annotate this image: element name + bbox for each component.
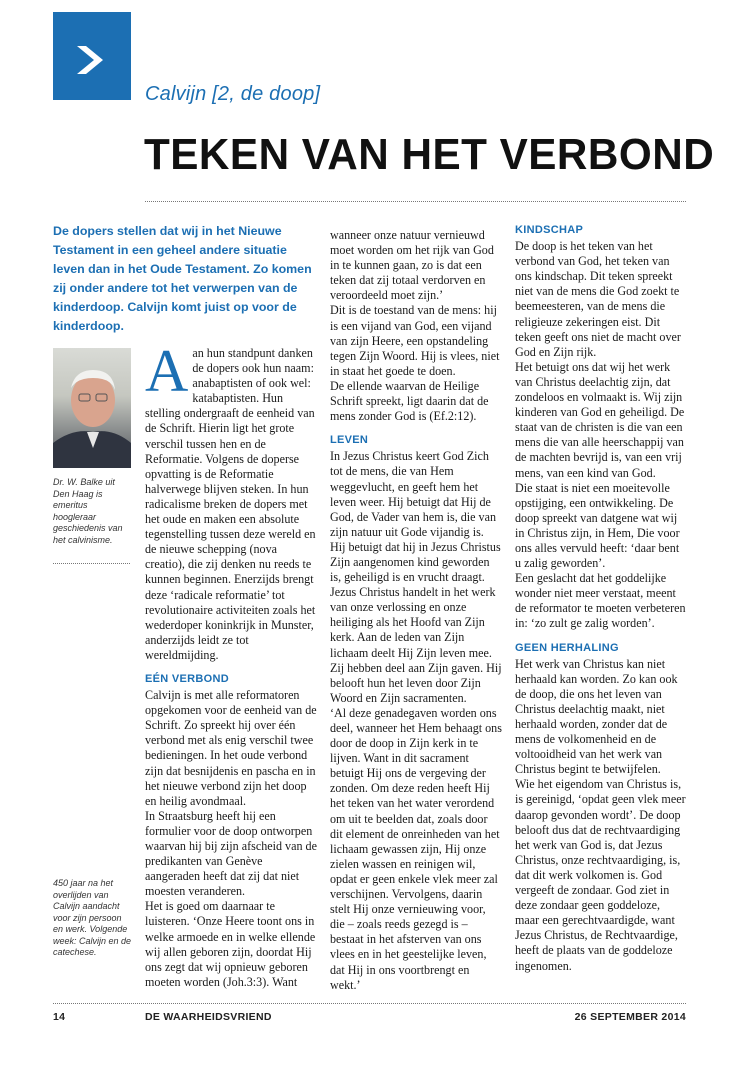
paragraph: In Straatsburg heeft hij een formulier voor de doop ontworpen waarvan hij bij zijn afscheid van de predikanten van Genève aangeraden heeft dat zij dat niet moesten veranderen.	[145, 808, 317, 899]
paragraph: Calvijn is met alle reformatoren opgekomen voor de eenheid van de Schrift. Zo spreekt hij over één verbond met als enig verschil twee bedieningen. In het oude verbond zijn dat besnijdenis en pascha en in het nieuwe verbond zijn het doop en heilig avondmaal.	[145, 688, 317, 808]
page-number: 14	[53, 1011, 66, 1023]
subheading-leven: LEVEN	[330, 434, 369, 447]
chevron-right-icon	[53, 12, 131, 100]
series-note: 450 jaar na het overlijden van Calvijn aandacht voor zijn persoon en werk. Volgende week: Calvijn en de catechese.	[53, 878, 132, 957]
paragraph: Het werk van Christus kan niet herhaald kan worden. Zo kan ook de doop, die ons het leven van Christus deelachtig maakt, niet herhaald worden, zonder dat de mens de volkomenheid en de voltooidheid van het werk van Christus begint te betwijfelen.	[515, 656, 678, 777]
paragraph: Wie het eigendom van Christus is, is gereinigd, ‘opdat geen vlek meer daarop gevonden wordt’. De doop belooft dus dat de rechtvaardiging het werk van God is, dat Jezus Christus, onze rechtvaardiging, is, dat dit werk volkomen is. God vergeeft de zondaar. God ziet in deze zondaar geen goddeloze, maar een gerechtvaardigde, want Jezus Christus, de Rechtvaardige, heeft de plaats van de goddeloze ingenomen.	[515, 777, 686, 973]
caption-divider	[53, 563, 130, 564]
paragraph: wanneer onze natuur vernieuwd moet worden om het rijk van God in te kunnen gaan, zo is dat een teken dat zij totaal verdorven en veroordeeld moet zijn.’	[330, 228, 494, 303]
article-title: TEKEN VAN HET VERBOND	[144, 130, 715, 179]
paragraph: Het is goed om daarnaar te luisteren. ‘Onze Heere toont ons in welke armoede en in welke ellende wij allen geboren zijn, doordat Hij ons zegt dat wij opnieuw geboren moeten worden (Joh.3:3). Want	[145, 899, 316, 989]
paragraph: Het betuigt ons dat wij het werk van Christus deelachtig zijn, dat zondeloos en volmaakt is. Wij zijn kinderen van God en geheiligd. De staat van de christen is die van een mens die van alle heerschappij van de machten bevrijd is, van een vrij mens, van een kind van God.	[515, 359, 685, 480]
article-intro: De dopers stellen dat wij in het Nieuwe Testament in een geheel andere situatie leven dan in het Oude Testament. Zo komen zij onder andere tot het verwerpen van de kinderdoop. Calvijn komt juist op voor de kinderdoop.	[53, 224, 312, 333]
photo-caption: Dr. W. Balke uit Den Haag is emeritus hoogleraar geschiedenis van het calvinisme.	[53, 477, 123, 545]
subheading-een-verbond: EÉN VERBOND	[145, 672, 229, 685]
issue-date: 26 SEPTEMBER 2014	[574, 1011, 686, 1023]
magazine-name: DE WAARHEIDSVRIEND	[145, 1011, 272, 1023]
paragraph: De ellende waarvan de Heilige Schrift spreekt, ligt daarin dat de mens zonder God is (Ef.2:12).	[330, 378, 489, 424]
lead-paragraph: Aan hun standpunt danken de dopers ook hun naam: anabaptisten of ook wel: katabaptisten. Hun stelling ondergraaft de eenheid van de Schrift. Hierin ligt het grote verschil tussen hen en de Reformatie. Volgens de doperse opvatting is de Reformatie halverwege blijven steken. In hun radicalisme breken de dopers met het oude en maken een absolute tegenstelling tussen deze wereld en de nieuwe schepping (nova creatio), die zij denken nu reeds te kunnen beginnen. Enerzijds brengt deze ‘radicale reformatie’ tot revolutionaire activiteiten zoals het wederdoper koninkrijk in Munster, anderzijds leidt ze tot wereldmijding.	[145, 338, 316, 662]
paragraph: ‘Al deze genadegaven worden ons deel, wanneer het Hem behaagt ons door de doop in Zijn kerk in te lijven. Want in dit sacrament betuigt Hij ons de vergeving der zonden. Om deze reden heeft Hij het teken van het water verordend om uit te beelden dat, zoals door dit element de onreinheden van het lichaam gewassen zijn, Hij onze zielen wassen en reinigen wil, opdat er geen enkele vlek meer zal verschijnen. Vervolgens, daarin stelt Hij onze vernieuwing voor, die – zoals reeds gezegd is – bestaat in het afsterven van ons vlees en in het geestelijke leven, dat Hij in ons voortbrengt en wekt.’	[330, 705, 502, 992]
chevron-badge	[53, 12, 131, 100]
subheading-geen-herhaling: GEEN HERHALING	[515, 641, 619, 654]
column-1	[145, 338, 317, 990]
paragraph: Dit is de toestand van de mens: hij is een vijand van God, een vijand van zijn Heere, een opstandeling tegen Zijn Woord. Hij is vlees, niet in staat het goede te doen.	[330, 303, 500, 378]
subheading-kindschap: KINDSCHAP	[515, 224, 584, 236]
title-divider	[145, 201, 686, 202]
paragraph: In Jezus Christus keert God Zich tot de mens, die van Hem weggevlucht, en geeft hem het leven weer. Hij betuigt dat Hij de God, de Vader van hem is, die van zijn natuur uit Gode vijandig is. Hij betuigt dat hij in Jezus Christus Zijn aangenomen kind geworden is, geheiligd is en vrucht draagt. Jezus Christus handelt in het werk van onze verlossing en onze heiliging als het Hoofd van Zijn kerk. Aan de leden van Zijn lichaam deelt Hij Zijn leven mee. Zij hebben deel aan Zijn gaven. Hij belooft hun het leven door Zijn Woord en Zijn sacramenten.	[330, 449, 502, 705]
footer-divider	[53, 1003, 686, 1004]
drop-cap: A	[145, 338, 189, 404]
article-kicker: Calvijn [2, de doop]	[145, 83, 321, 105]
paragraph: De doop is het teken van het verbond van God, het teken van ons kindschap. Dit teken spreekt niet van de mens die God zoekt te beemeesteren, van de mens die religieuze zekeringen eist. Dit teken geeft ons niet de macht over God en Zijn rijk.	[515, 239, 681, 359]
column-2	[330, 228, 502, 993]
paragraph: Een geslacht dat het goddelijke wonder niet meer verstaat, meent de reformator te moeten verbeteren in: ‘zo zult ge zalig worden’.	[515, 571, 686, 631]
author-photo	[53, 348, 131, 468]
paragraph: Die staat is niet een moeitevolle opstijging, een ontwikkeling. De doop spreekt van datgene wat wij in Christus zijn, in Hem, Die voor ons alles vervuld heeft: ‘daar bent u zalig geworden’.	[515, 480, 680, 571]
column-3	[515, 217, 687, 974]
